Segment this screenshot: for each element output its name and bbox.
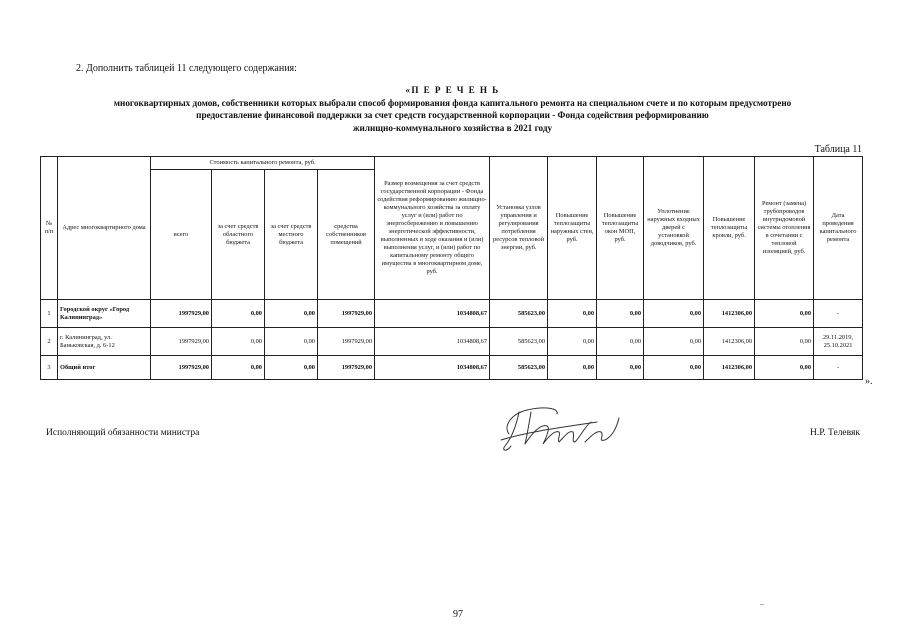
cell-regional: 0,00 xyxy=(212,356,265,380)
title-line-3: предоставление финансовой поддержки за счет средств государственной корпорации - Фонда содействия реформированию xyxy=(196,110,709,120)
signer-name: Н.Р. Телевяк xyxy=(809,428,860,438)
cell-roof: 1412306,00 xyxy=(704,300,755,328)
cell-dates: 29.11.2019, 25.10.2021 xyxy=(814,328,863,356)
cell-num: 3 xyxy=(41,356,58,380)
cell-regional: 0,00 xyxy=(212,328,265,356)
header-num: № п/п xyxy=(41,157,58,300)
cell-owners: 1997929,00 xyxy=(318,328,375,356)
cell-total: 1997929,00 xyxy=(151,356,212,380)
title-line-4: жилищно-коммунального хозяйства в 2021 году xyxy=(352,122,553,133)
closing-quote: ». xyxy=(865,376,873,387)
header-regional: за счет средств областного бюджета xyxy=(212,170,265,300)
houses-table xyxy=(40,156,863,380)
cell-walls: 0,00 xyxy=(548,300,597,328)
cell-address: Городской округ «Город Калининград» xyxy=(58,300,151,328)
document-title xyxy=(40,84,865,134)
cell-walls: 0,00 xyxy=(548,356,597,380)
cell-local: 0,00 xyxy=(265,328,318,356)
table-number: Таблица 11 xyxy=(814,144,862,155)
intro-text: 2. Дополнить таблицей 11 следующего содержания: xyxy=(76,63,297,74)
cell-pipes: 0,00 xyxy=(755,328,814,356)
table-row xyxy=(41,300,863,328)
cell-local: 0,00 xyxy=(265,300,318,328)
cell-compensation: 1034808,67 xyxy=(375,300,490,328)
cell-compensation: 1034808,67 xyxy=(375,328,490,356)
cell-metering: 585623,00 xyxy=(490,300,548,328)
cell-compensation: 1034808,67 xyxy=(375,356,490,380)
cell-doors: 0,00 xyxy=(644,300,704,328)
cell-roof: 1412306,00 xyxy=(704,356,755,380)
cell-pipes: 0,00 xyxy=(755,356,814,380)
header-windows: Повышение теплозащиты окон МОП, руб. xyxy=(597,157,644,300)
cell-address: г. Калининград, ул. Баньковская, д. 6-12 xyxy=(58,328,151,356)
header-pipes: Ремонт (замена) трубопроводов внутридомовой системы отопления в сочетании с тепловой изоляцией, руб. xyxy=(755,157,814,300)
cell-roof: 1412306,00 xyxy=(704,328,755,356)
header-address: Адрес многоквартирного дома xyxy=(58,157,151,300)
cell-owners: 1997929,00 xyxy=(318,356,375,380)
cell-pipes: 0,00 xyxy=(755,300,814,328)
cell-dates: - xyxy=(814,300,863,328)
header-total: всего xyxy=(151,170,212,300)
header-walls: Повышение теплозащиты наружных стен, руб. xyxy=(548,157,597,300)
header-local: за счет средств местного бюджета xyxy=(265,170,318,300)
header-owners: средства собственников помещений xyxy=(318,170,375,300)
cell-doors: 0,00 xyxy=(644,356,704,380)
cell-metering: 585623,00 xyxy=(490,328,548,356)
cell-windows: 0,00 xyxy=(597,356,644,380)
cell-doors: 0,00 xyxy=(644,328,704,356)
signer-title: Исполняющий обязанности министра xyxy=(46,428,200,438)
cell-windows: 0,00 xyxy=(597,328,644,356)
cell-total: 1997929,00 xyxy=(151,300,212,328)
cell-regional: 0,00 xyxy=(212,300,265,328)
scan-mark xyxy=(760,604,764,605)
header-cost-group: Стоимость капитального ремонта, руб. xyxy=(151,157,375,170)
table-row xyxy=(41,328,863,356)
header-metering: Установка узлов управления и регулирования потребления ресурсов тепловой энергии, руб. xyxy=(490,157,548,300)
header-compensation: Размер возмещения за счет средств государственной корпорации - Фонда содействия реформированию жилищно-коммунального хозяйства за оплату услуг и (или) работ по энергосбережению и повышению энергетической эффективности, выполненных в ходе оказания и (или) выполнения услуг, и (или) работ по капитальному ремонту общего имущества в многоквартирном доме, руб. xyxy=(375,157,490,300)
cell-address: Общий итог xyxy=(58,356,151,380)
cell-owners: 1997929,00 xyxy=(318,300,375,328)
page-number: 97 xyxy=(453,609,463,620)
cell-walls: 0,00 xyxy=(548,328,597,356)
header-roof: Повышение теплозащиты кровли, руб. xyxy=(704,157,755,300)
title-line-1: «П Е Р Е Ч Е Н Ь xyxy=(405,85,500,95)
cell-dates: - xyxy=(814,356,863,380)
cell-num: 2 xyxy=(41,328,58,356)
header-doors: Уплотнение наружных входных дверей с установкой доводчиков, руб. xyxy=(644,157,704,300)
cell-local: 0,00 xyxy=(265,356,318,380)
table-row xyxy=(41,356,863,380)
cell-metering: 585623,00 xyxy=(490,356,548,380)
cell-num: 1 xyxy=(41,300,58,328)
title-line-2: многоквартирных домов, собственники которых выбрали способ формирования фонда капитального ремонта на специальном счете и по которым предусмотрено xyxy=(113,97,792,108)
header-dates: Дата проведения капитального ремонта xyxy=(814,157,863,300)
handwritten-signature xyxy=(497,396,627,456)
cell-total: 1997929,00 xyxy=(151,328,212,356)
cell-windows: 0,00 xyxy=(597,300,644,328)
